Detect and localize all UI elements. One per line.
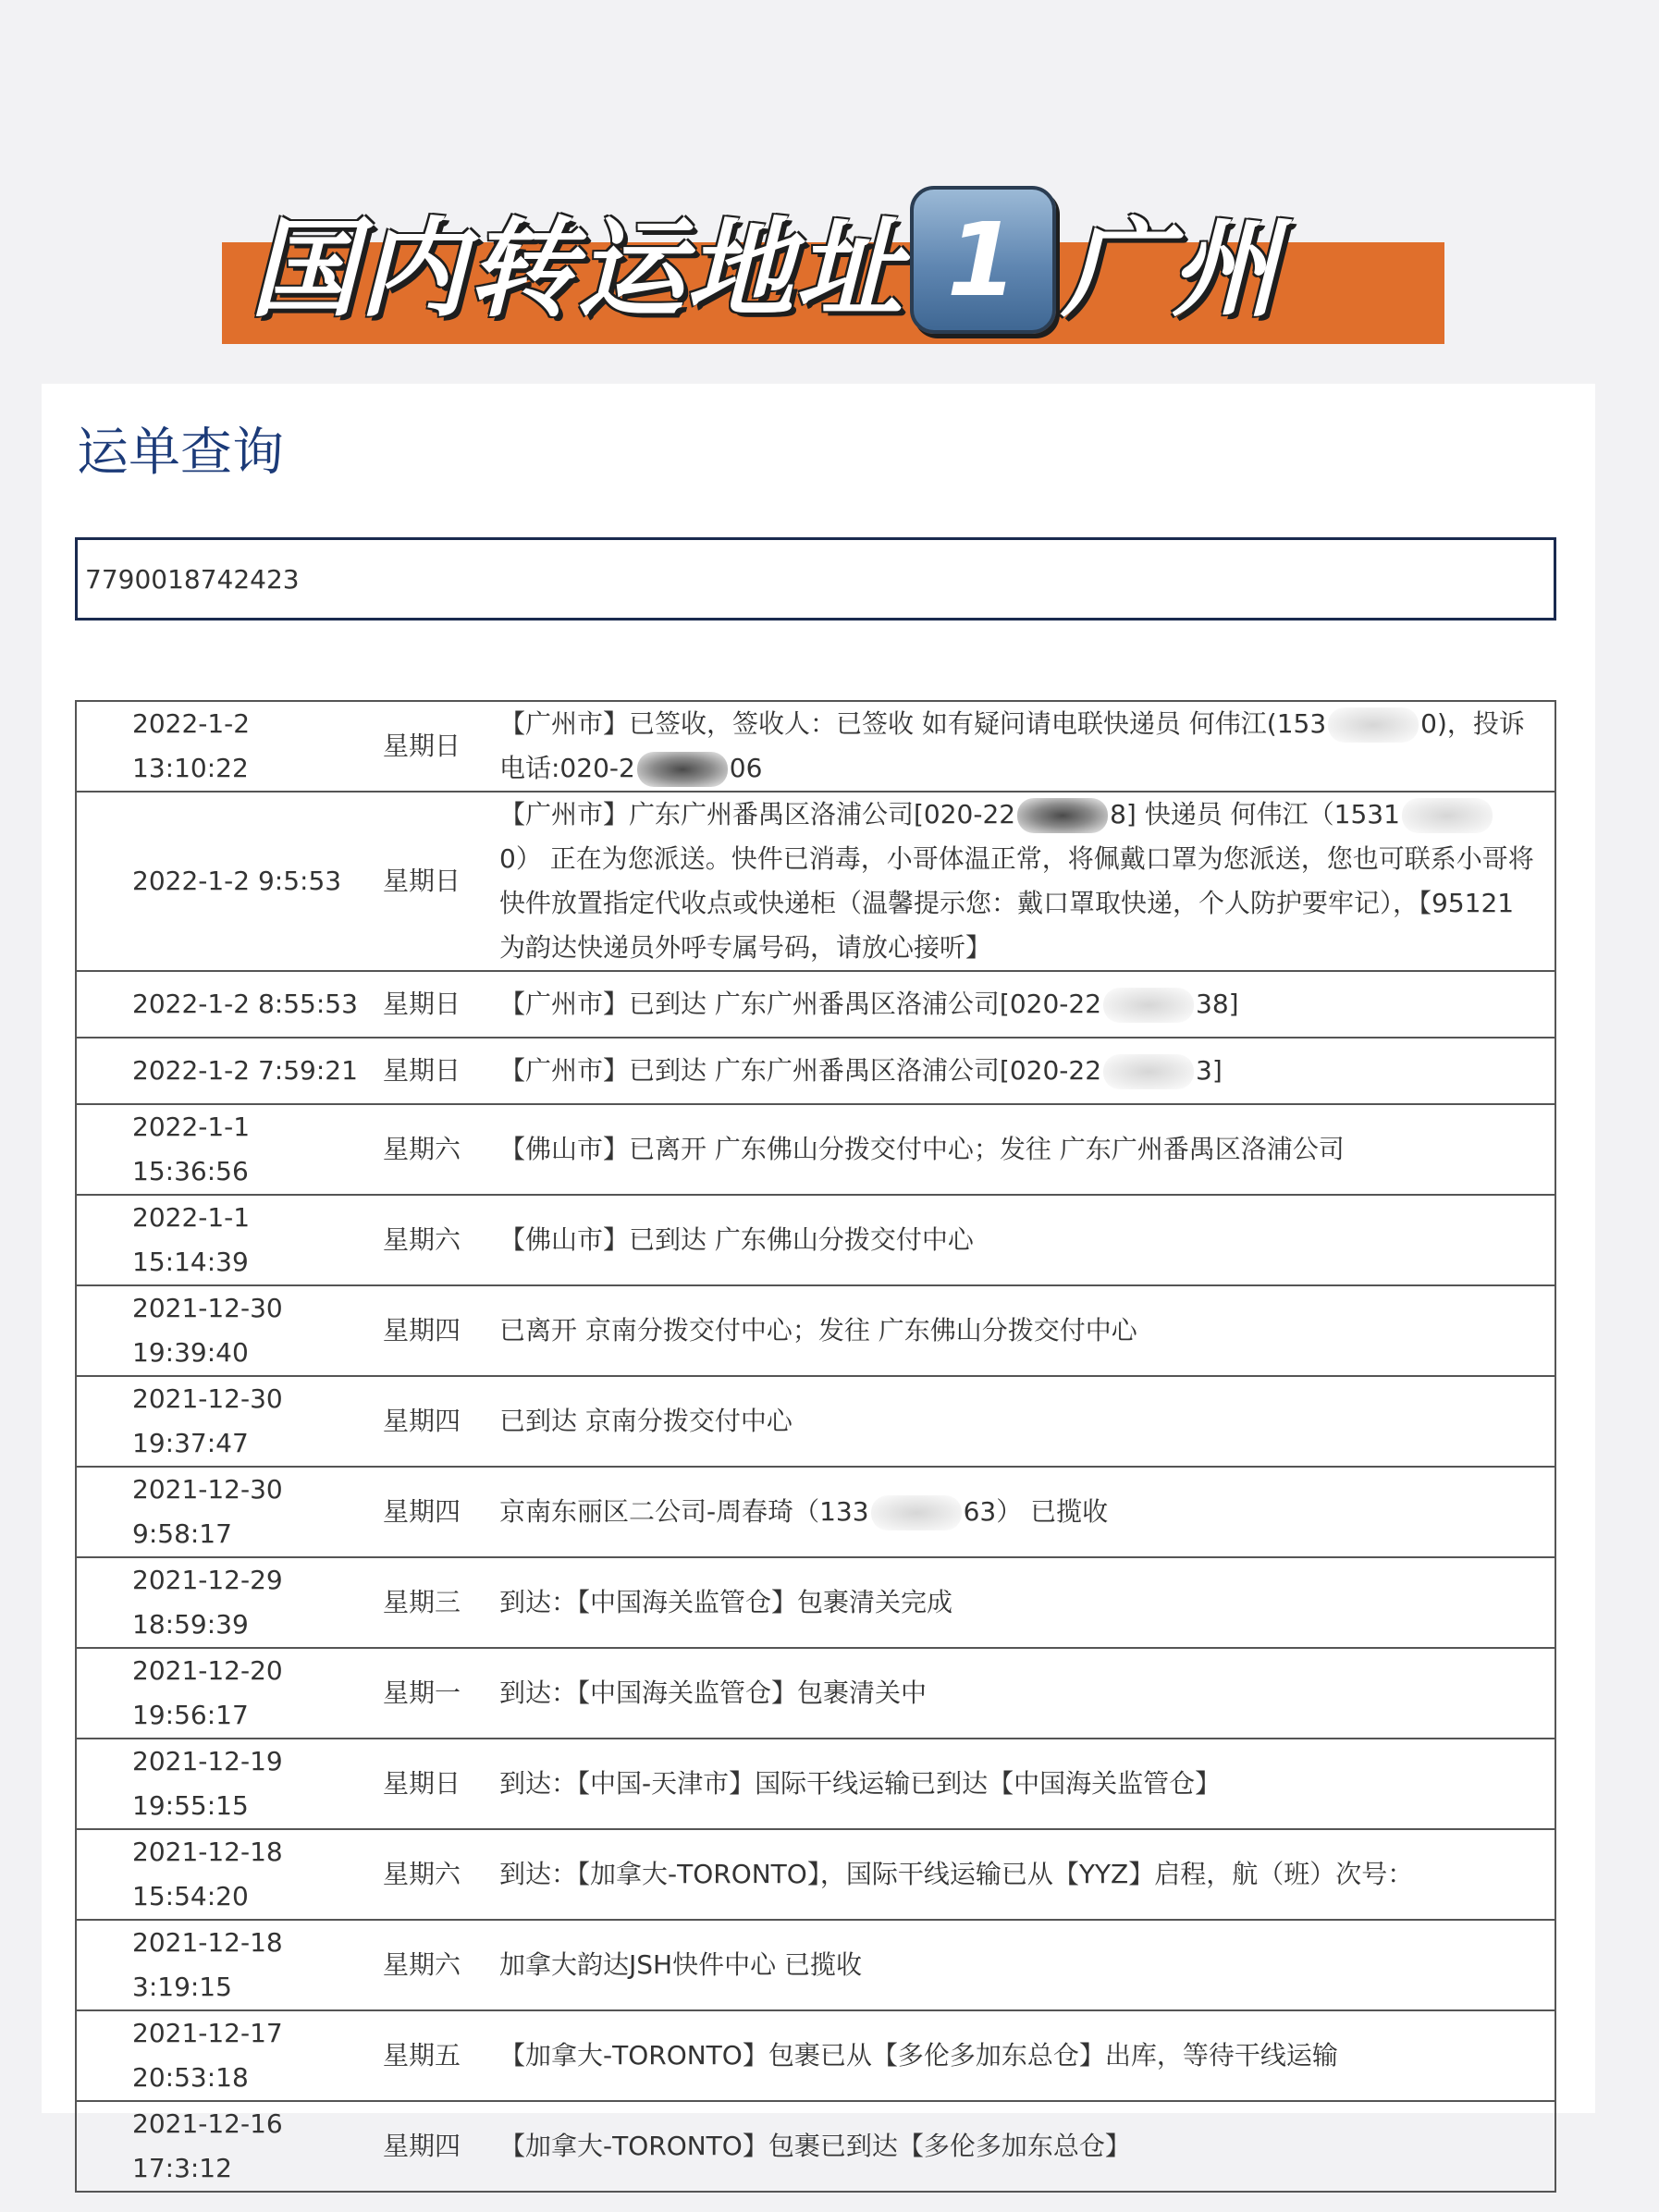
- banner-title-right: 广州: [1062, 206, 1280, 332]
- row-description: 【广州市】广东广州番禺区洛浦公司[020-22 8] 快递员 何伟江（15310） 正在为您派送。快件已消毒，小哥体温正常，将佩戴口罩为您派送，您也可联系小哥将快件放置指定代收点或快递柜（温馨提示您：戴口罩取快递，个人防护要牢记），【95121为韵达快递员外呼专属号码，请放心接听】: [483, 792, 1555, 971]
- number-one-icon: 1: [910, 186, 1056, 334]
- table-row: [76, 1920, 1555, 2010]
- row-description: 京南东丽区二公司-周春琦（133 63） 已揽收: [483, 1467, 1555, 1557]
- row-time: 2021-12-18 3:19:15: [76, 1920, 364, 2010]
- row-weekday: 星期六: [364, 1195, 483, 1285]
- row-weekday: 星期四: [364, 1467, 483, 1557]
- row-weekday: 星期一: [364, 1648, 483, 1739]
- row-time: 2022-1-1 15:36:56: [76, 1104, 364, 1195]
- row-weekday: 星期四: [364, 2101, 483, 2192]
- row-time: 2022-1-2 9:5:53: [76, 792, 364, 971]
- row-description: 到达：【中国海关监管仓】包裹清关中: [483, 1648, 1555, 1739]
- row-description: 到达：【中国-天津市】国际干线运输已到达【中国海关监管仓】: [483, 1739, 1555, 1829]
- row-weekday: 星期日: [364, 792, 483, 971]
- tracking-number-field[interactable]: [75, 537, 1556, 621]
- row-weekday: 星期四: [364, 1285, 483, 1376]
- table-row: [76, 2010, 1555, 2101]
- row-weekday: 星期三: [364, 1557, 483, 1648]
- row-description: 【加拿大-TORONTO】包裹已到达【多伦多加东总仓】: [483, 2101, 1555, 2192]
- row-description: 已离开 京南分拨交付中心；发往 广东佛山分拨交付中心: [483, 1285, 1555, 1376]
- redaction-blur: [871, 1495, 962, 1530]
- row-weekday: 星期六: [364, 1920, 483, 2010]
- row-weekday: 星期日: [364, 1739, 483, 1829]
- redaction-blur: [1328, 707, 1419, 743]
- table-row: [76, 2101, 1555, 2192]
- row-weekday: 星期六: [364, 1104, 483, 1195]
- row-weekday: 星期日: [364, 1038, 483, 1104]
- table-row: [76, 1038, 1555, 1104]
- row-weekday: 星期日: [364, 701, 483, 792]
- redaction-blur: [637, 752, 728, 787]
- row-time: 2022-1-2 7:59:21: [76, 1038, 364, 1104]
- row-description: 【广州市】已签收，签收人：已签收 如有疑问请电联快递员 何伟江(153 0)，投诉电话:020-2 06: [483, 701, 1555, 792]
- table-row: [76, 971, 1555, 1038]
- table-row: [76, 1739, 1555, 1829]
- row-time: 2021-12-30 9:58:17: [76, 1467, 364, 1557]
- row-time: 2021-12-17 20:53:18: [76, 2010, 364, 2101]
- row-description: 【佛山市】已离开 广东佛山分拨交付中心；发往 广东广州番禺区洛浦公司: [483, 1104, 1555, 1195]
- row-time: 2022-1-2 8:55:53: [76, 971, 364, 1038]
- table-row: [76, 1829, 1555, 1920]
- table-row: [76, 701, 1555, 792]
- row-weekday: 星期日: [364, 971, 483, 1038]
- page-title: 运单查询: [77, 423, 284, 483]
- row-description: 【佛山市】已到达 广东佛山分拨交付中心: [483, 1195, 1555, 1285]
- row-weekday: 星期五: [364, 2010, 483, 2101]
- row-time: 2021-12-19 19:55:15: [76, 1739, 364, 1829]
- banner-title: [250, 190, 1280, 332]
- row-description: 到达：【加拿大-TORONTO】，国际干线运输已从【YYZ】启程，航（班）次号：: [483, 1829, 1555, 1920]
- row-time: 2021-12-16 17:3:12: [76, 2101, 364, 2192]
- row-description: 【加拿大-TORONTO】包裹已从【多伦多加东总仓】出库，等待干线运输: [483, 2010, 1555, 2101]
- header-banner: [222, 181, 1444, 348]
- row-description: 加拿大韵达JSH快件中心 已揽收: [483, 1920, 1555, 2010]
- table-row: [76, 1195, 1555, 1285]
- table-row: [76, 1557, 1555, 1648]
- redaction-blur: [1017, 798, 1108, 833]
- row-time: 2021-12-20 19:56:17: [76, 1648, 364, 1739]
- row-time: 2022-1-1 15:14:39: [76, 1195, 364, 1285]
- redaction-blur: [1402, 798, 1493, 833]
- table-row: [76, 1467, 1555, 1557]
- row-time: 2021-12-30 19:39:40: [76, 1285, 364, 1376]
- tracking-number-input[interactable]: [83, 563, 1554, 596]
- redaction-blur: [1103, 988, 1194, 1023]
- row-description: 到达：【中国海关监管仓】包裹清关完成: [483, 1557, 1555, 1648]
- row-description: 【广州市】已到达 广东广州番禺区洛浦公司[020-22 3]: [483, 1038, 1555, 1104]
- row-description: 【广州市】已到达 广东广州番禺区洛浦公司[020-22 38]: [483, 971, 1555, 1038]
- row-time: 2022-1-2 13:10:22: [76, 701, 364, 792]
- row-time: 2021-12-18 15:54:20: [76, 1829, 364, 1920]
- table-row: [76, 792, 1555, 971]
- table-row: [76, 1104, 1555, 1195]
- table-row: [76, 1648, 1555, 1739]
- waybill-card: [42, 384, 1595, 2183]
- row-time: 2021-12-29 18:59:39: [76, 1557, 364, 1648]
- table-row: [76, 1285, 1555, 1376]
- tracking-table: [75, 700, 1556, 2193]
- row-weekday: 星期六: [364, 1829, 483, 1920]
- row-time: 2021-12-30 19:37:47: [76, 1376, 364, 1467]
- row-description: 已到达 京南分拨交付中心: [483, 1376, 1555, 1467]
- banner-title-left: 国内转运地址: [250, 206, 904, 332]
- row-weekday: 星期四: [364, 1376, 483, 1467]
- table-row: [76, 1376, 1555, 1467]
- redaction-blur: [1103, 1054, 1194, 1089]
